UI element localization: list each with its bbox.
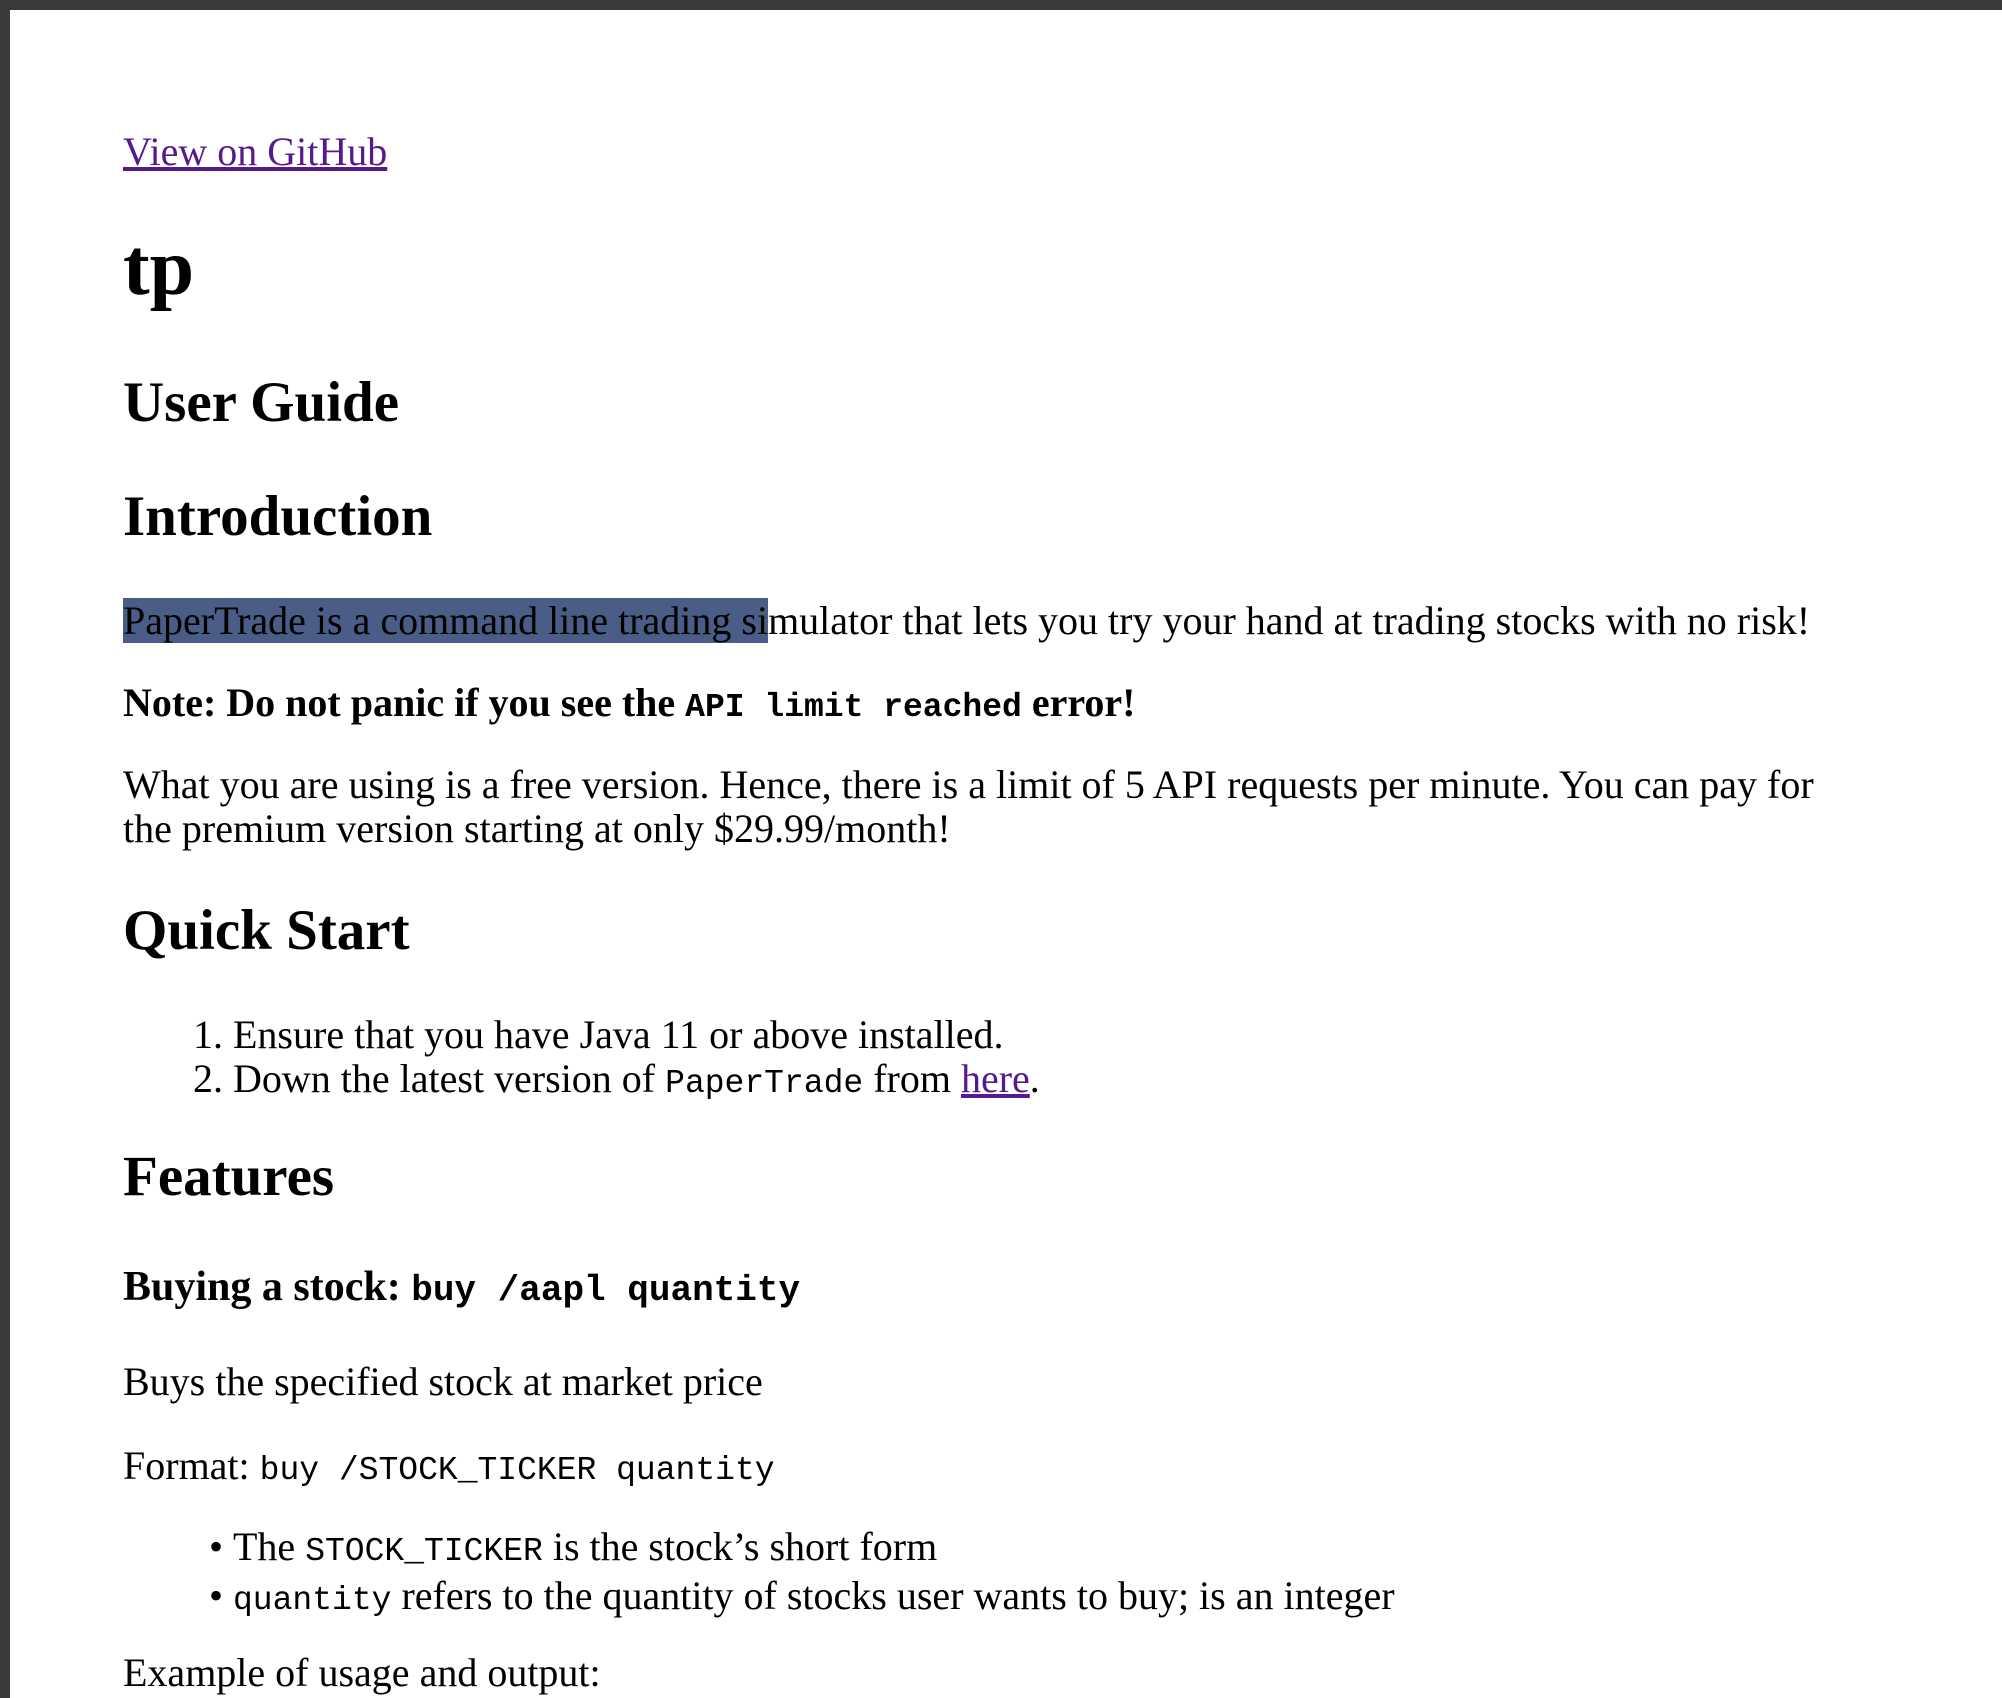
buying-stock-heading: Buying a stock: buy /aapl quantity (123, 1264, 801, 1311)
api-limit-note: Note: Do not panic if you see the API limit reached error! (123, 680, 1136, 726)
page-title: tp (123, 224, 195, 312)
quick-start-list (183, 1013, 1040, 1106)
format-line: Format: buy /STOCK_TICKER quantity (123, 1443, 775, 1489)
user-guide-heading: User Guide (123, 371, 400, 434)
download-here-link[interactable]: here (960, 1056, 1030, 1101)
selected-text[interactable]: PaperTrade is a command line trading si (123, 598, 769, 643)
example-label: Example of usage and output: (123, 1650, 601, 1695)
stock-ticker-code: STOCK_TICKER (305, 1533, 543, 1570)
free-version-paragraph: What you are using is a free version. Hence, there is a limit of 5 API requests per minute. You can pay for the premium version starting at only $29.99/month! (123, 762, 1814, 851)
format-code: buy /STOCK_TICKER quantity (259, 1452, 775, 1489)
intro-paragraph: PaperTrade is a command line trading simulator that lets you try your hand at trading stocks with no risk! (123, 598, 1811, 643)
list-item: • quantity refers to the quantity of stocks user wants to buy; is an integer (183, 1574, 1395, 1623)
api-limit-code: API limit reached (685, 689, 1022, 726)
list-item: 2. Down the latest version of PaperTrade from here. (193, 1056, 1040, 1102)
introduction-heading: Introduction (123, 485, 433, 548)
list-item: 1. Ensure that you have Java 11 or above installed. (193, 1012, 1004, 1057)
features-heading: Features (123, 1145, 335, 1208)
quick-start-heading: Quick Start (123, 899, 410, 962)
buy-description: Buys the specified stock at market price (123, 1359, 763, 1404)
parameter-list (183, 1525, 1395, 1623)
quantity-code: quantity (233, 1582, 392, 1619)
list-item: • The STOCK_TICKER is the stock’s short form (183, 1525, 1395, 1574)
papertrade-code: PaperTrade (665, 1065, 864, 1102)
document-window (10, 10, 2002, 1698)
buy-command-code: buy /aapl quantity (411, 1270, 801, 1311)
view-on-github-link[interactable]: View on GitHub (123, 129, 388, 174)
